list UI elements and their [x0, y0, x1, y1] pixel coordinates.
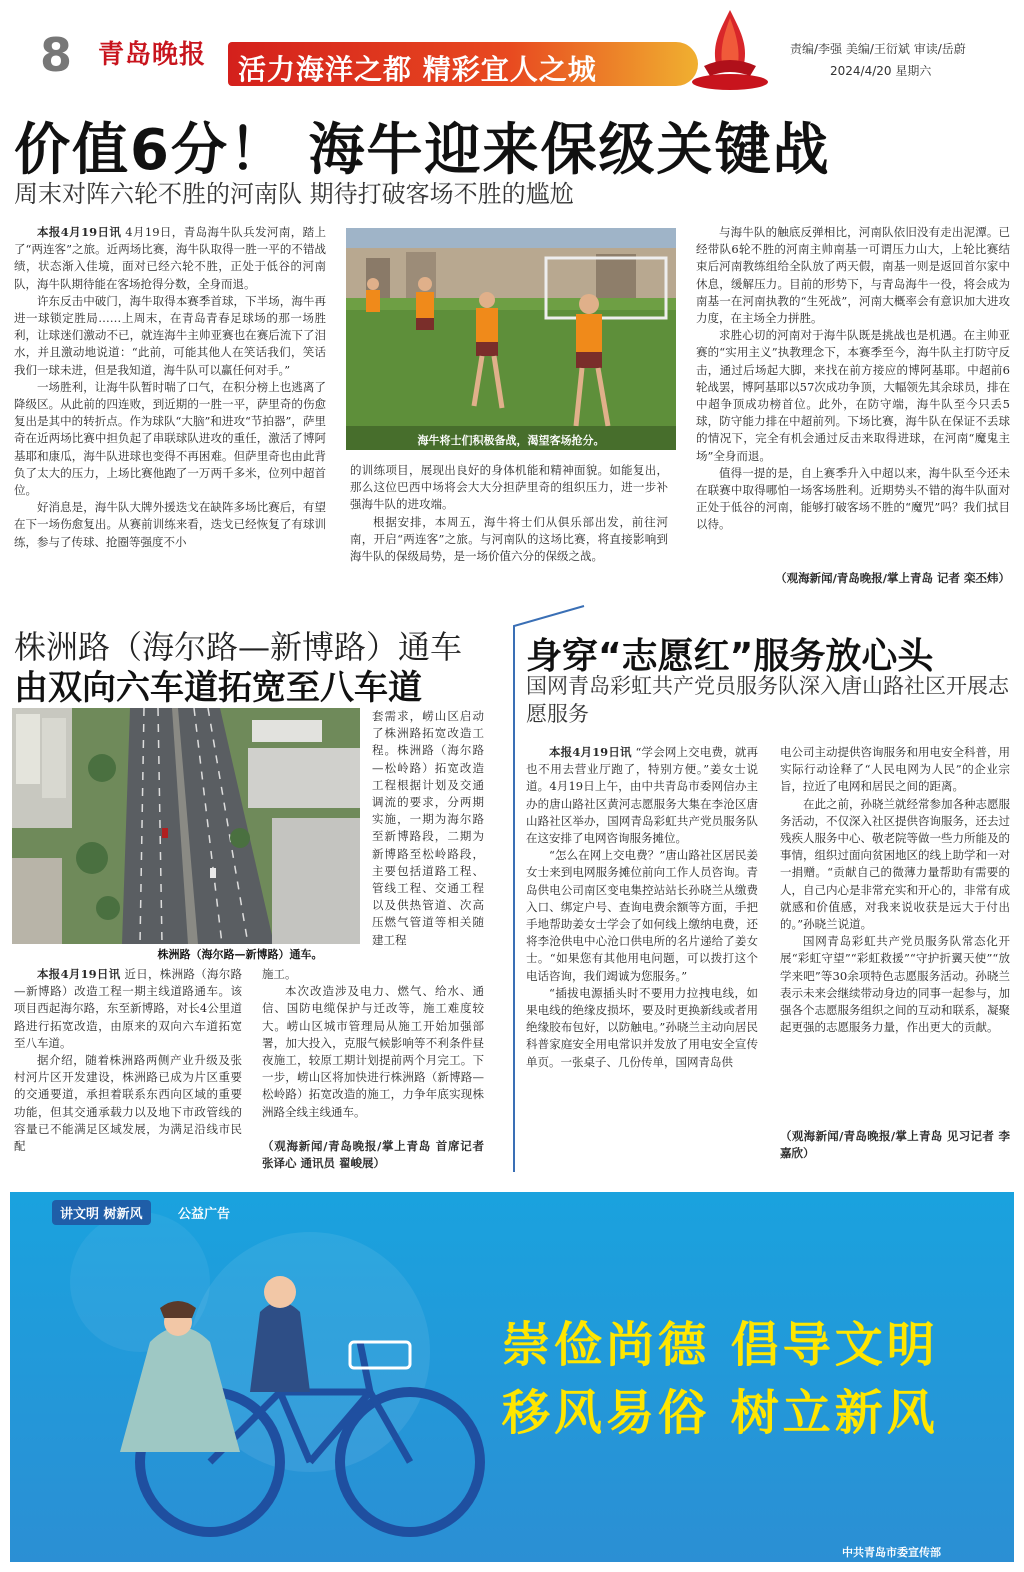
article1-byline: （观海新闻/青岛晚报/掌上青岛 记者 栾丕炜） [775, 571, 1010, 585]
article2-headline-line1: 株洲路（海尔路—新博路）通车 [14, 628, 463, 666]
paragraph: 本次改造涉及电力、燃气、给水、通信、国防电缆保护与迁改等，施工难度较大。崂山区城市管理局从施工开始加强部署，加大投入，克服气候影响等不利条件昼夜施工，较原工期计划提前两个月完工。下一步，崂山区将加快进行株洲路（新博路—松岭路）拓宽改造的施工，力争年底实现株洲路全线主线通车。 [262, 984, 484, 1119]
page-number: 8 [40, 28, 73, 82]
article2-side-column [372, 708, 484, 966]
advert-type: 公益广告 [178, 1207, 231, 1222]
paragraph: 国网青岛彩虹共产党员服务队常态化开展“彩虹守望”“彩虹救援”“守护折翼天使”“放学来吧”等30余项特色志愿服务活动。孙晓兰表示未来会继续带动身边的同事一起参与，加强各个志愿服务组织之间的互动和联系，凝聚起更强的志愿服务力量，作出更大的贡献。 [780, 934, 1010, 1035]
advert-organization: 中共青岛市委宣传部 [842, 1546, 941, 1559]
article3-headline: 身穿“志愿红”服务放心头 [526, 636, 934, 677]
paragraph: 套需求，崂山区启动了株洲路拓宽改造工程。株洲路（海尔路—松岭路）拓宽改造工程根据计划及交通调流的要求，分两期实施，一期为海尔路至新博路段，二期为新博路至松岭路段，主要包括道路工程、管线工程、交通工程以及供热管道、次高压燃气管道等相关随建工程 [372, 709, 484, 947]
paragraph: 求胜心切的河南对于海牛队既是挑战也是机遇。在主帅亚赛的“实用主义”执教理念下，本赛季至今，海牛队主打防守反击，通过后场起大脚，来找在前方接应的博阿基耶。中超前6轮战罢，博阿基耶以57次成功争顶，大幅领先其余球员，排在中超争顶成功榜首位。此外，在防守端，海牛队至今只丢5球，防守能力排在中超前列。下场比赛，海牛队在保证不丢球的情况下，完全有机会通过反击来取得进球，在河南“魔鬼主场”全身而退。 [696, 328, 1010, 463]
article2-dateline: 本报4月19日讯 [37, 967, 121, 981]
paragraph: 在此之前，孙晓兰就经常参加各种志愿服务活动，不仅深入社区提供咨询服务，还去过残疾人服务中心、敬老院等做一些力所能及的事情，组织过面向贫困地区的线上助学和一对一捐赠。“贡献自己的微薄力量帮助有需要的人，自己内心是非常充实和开心的，非常有成就感和价值感，对我来说收获是远大于付出的。”孙晓兰说道。 [780, 796, 1010, 932]
article3-byline: （观海新闻/青岛晚报/掌上青岛 见习记者 李嘉欣） [780, 1129, 1010, 1161]
article1-headline: 价值6分！ 海牛迎来保级关键战 [14, 118, 831, 183]
article2-headline-line2: 由双向六车道拓宽至八车道 [14, 668, 422, 708]
article2-byline: （观海新闻/青岛晚报/掌上青岛 首席记者 张译心 通讯员 翟峻展） [262, 1139, 484, 1171]
issue-date: 2024/4/20 星期六 [830, 64, 932, 78]
article1-subheadline: 周末对阵六轮不胜的河南队 期待打破客场不胜的尴尬 [14, 180, 574, 208]
road-aerial-photo [12, 708, 360, 944]
paragraph: 许东反击中破门，海牛取得本赛季首球，下半场，海牛再进一球锁定胜局……上周末，在青岛青春足球场的那一场胜利，让球迷们激动不已，就连海牛主帅亚赛也在赛后流下了泪水，并且激动地说道：“此前，可能其他人在笑话我们，笑话我们一球未进，但是我知道，海牛队可以赢任何对手。” [14, 293, 326, 377]
article1-column-1 [14, 224, 326, 588]
soccer-training-photo [346, 228, 676, 450]
paragraph: 好消息是，海牛队大牌外援迭戈在缺阵多场比赛后，有望在下一场伤愈复出。从赛前训练来看，迭戈已经恢复了有球训练，参与了传球、抢圈等强度不小 [14, 500, 326, 549]
article1-dateline: 本报4月19日讯 [37, 225, 122, 239]
paragraph: 一场胜利，让海牛队暂时喘了口气，在积分榜上也逃离了降级区。从此前的四连败，到近期的一胜一平，萨里奇的伤愈复出是其中的转折点。作为球队“大脑”和进攻“节拍器”，萨里奇在近两场比赛中担负起了串联球队进攻的重任，激活了博阿基耶和康瓜，海牛队进球也变得不再困难。但萨里奇也由此背负了太大的压力，上场比赛他跑了一万两千多米，位列中超首位。 [14, 379, 326, 498]
article1-column-3 [696, 224, 1010, 570]
masthead-banner: 活力海洋之都 精彩宜人之城 [228, 42, 698, 86]
article3-column-1 [526, 744, 758, 1162]
paragraph: 值得一提的是，自上赛季升入中超以来，海牛队至今还未在联赛中取得哪怕一场客场胜利。近期势头不错的海牛队面对正处于低谷的河南，能够打破客场不胜的“魔咒”吗？我们拭目以待。 [696, 465, 1010, 532]
paragraph: “怎么在网上交电费？”唐山路社区居民姜女士来到电网服务摊位前向工作人员咨询。青岛供电公司南区变电集控站站长孙晓兰从缴费入口、绑定户号、查询电费余额等方面，手把手地帮助姜女士学会了如何线上缴纳电费，还将李沧供电中心沧口供电所的名片递给了姜女士。“如果您有其他用电问题，可以拨打这个电话咨询，我们竭诚为您服务。” [526, 848, 758, 983]
article2-column-2 [262, 966, 484, 1138]
article3-column-2 [780, 744, 1010, 1128]
editors-credit: 责编/李强 美编/王衍斌 审读/岳蔚 [790, 42, 966, 56]
paragraph: “插拔电源插头时不要用力拉拽电线，如果电线的绝缘皮损坏，要及时更换新线或者用绝缘胶布包好，以防触电。”孙晓兰主动向居民科普家庭安全用电常识并发放了用电安全宣传单页。一张桌子、几份传单，国网青岛供 [526, 985, 758, 1069]
advert-slogan-line2: 移风易俗 树立新风 [502, 1385, 939, 1441]
article2-photo-caption: 株洲路（海尔路—新博路）通车。 [157, 948, 323, 961]
paragraph: 电公司主动提供咨询服务和用电安全科普，用实际行动诠释了“人民电网为人民”的企业宗旨，拉近了电网和居民之间的距离。 [780, 745, 1010, 794]
advert-slogan-line1: 崇俭尚德 倡导文明 [502, 1317, 939, 1373]
paragraph: 根据安排，本周五，海牛将士们从俱乐部出发，前往河南，开启“两连客”之旅。与河南队的这场比赛，将直接影响到海牛队的保级局势，是一场价值六分的保级之战。 [350, 514, 668, 564]
article3-dateline: 本报4月19日讯 [549, 745, 632, 759]
article3-subheadline: 国网青岛彩虹共产党员服务队深入唐山路社区开展志愿服务 [526, 674, 1009, 726]
advert-tag: 讲文明 树新风 [52, 1200, 151, 1225]
landmark-tower-icon [690, 4, 770, 92]
paragraph: 据介绍，随着株洲路两侧产业升级及张村河片区开发建设，株洲路已成为片区重要的交通要道，承担着联系东西向区域的重要功能，但其交通承载力以及地下市政管线的容量已不能满足区域发展，为满足沿线市民配 [14, 1053, 242, 1154]
paper-name-logo: 青岛晚报 [98, 40, 207, 70]
paragraph: 与海牛队的触底反弹相比，河南队依旧没有走出泥潭。已经带队6轮不胜的河南主帅南基一可谓压力山大，上轮比赛结束后河南教练组给全队放了两天假，南基一则是返回首尔家中休息，缓解压力。目前的形势下，与青岛海牛一役，将会成为南基一在河南执教的“生死战”，河南大概率会有意识加大进攻力度，在主场全力拼胜。 [696, 225, 1010, 326]
paragraph: “学会网上交电费，就再也不用去营业厅跑了，特别方便。”姜女士说道。4月19日上午，由中共青岛市委网信办主办的唐山路社区黄河志愿服务大集在李沧区唐山路社区举办，国网青岛彩虹共产党员服务队在这安排了电网咨询服务摊位。 [526, 745, 758, 846]
article2-column-1 [14, 966, 242, 1172]
paragraph: 近日，株洲路（海尔路—新博路）改造工程一期主线道路通车。该项目西起海尔路，东至新博路，对长4公里道路进行拓宽改造，由原来的双向六车道拓宽至八车道。 [14, 967, 242, 1050]
paragraph: 的训练项目，展现出良好的身体机能和精神面貌。如能复出，那么这位巴西中场将会大大分担萨里奇的组织压力，进一步补强海牛队的进攻端。 [350, 463, 668, 512]
paragraph: 4月19日，青岛海牛队兵发河南，踏上了“两连客”之旅。近两场比赛，海牛队取得一胜一平的不错战绩，状态渐入佳境，面对已经六轮不胜，正处于低谷的河南队，海牛队期待能在客场抢得分数，全身而退。 [14, 225, 326, 291]
article1-photo-caption: 海牛将士们积极备战，渴望客场抢分。 [417, 434, 605, 447]
paragraph: 施工。 [262, 967, 297, 981]
article1-column-2 [350, 462, 668, 586]
